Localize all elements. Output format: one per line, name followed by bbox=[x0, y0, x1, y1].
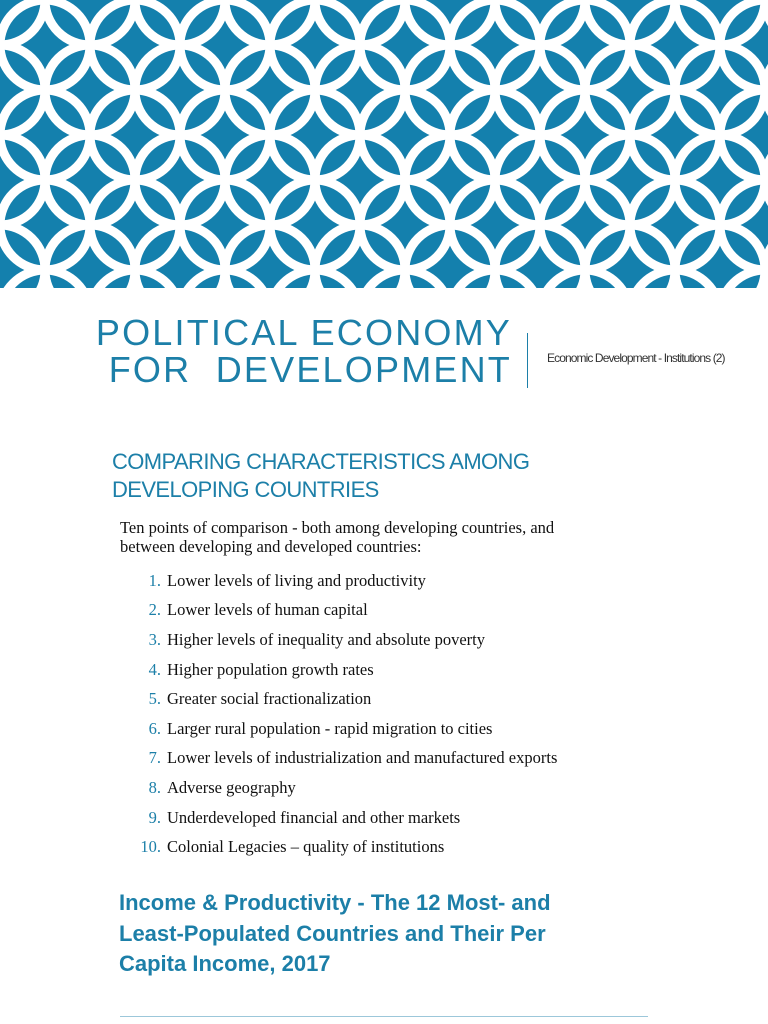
title-line-2: FOR DEVELOPMENT bbox=[108, 349, 512, 390]
list-item bbox=[120, 773, 640, 803]
list-item-text: Lower levels of industrialization and manufactured exports bbox=[167, 748, 558, 768]
list-item-number: 2. bbox=[148, 600, 161, 620]
list-item bbox=[120, 714, 640, 744]
interlocking-circles-pattern bbox=[0, 0, 768, 288]
list-item-number: 6. bbox=[148, 718, 161, 738]
table-top-rule bbox=[120, 1016, 648, 1017]
list-item bbox=[120, 655, 640, 685]
income-productivity-heading: Income & Productivity - The 12 Most- and Least-Populated Countries and Their Per Capita Income, 2017 bbox=[119, 890, 551, 976]
list-item-text: Greater social fractionalization bbox=[167, 689, 372, 709]
list-item-text: Larger rural population - rapid migration to cities bbox=[167, 718, 493, 738]
list-item-number: 9. bbox=[148, 807, 161, 827]
list-item-text: Colonial Legacies – quality of institutions bbox=[167, 837, 445, 857]
list-item bbox=[120, 803, 640, 833]
section-heading: COMPARING CHARACTERISTICS AMONG DEVELOPING COUNTRIES bbox=[112, 449, 530, 502]
list-item bbox=[120, 684, 640, 714]
list-item bbox=[120, 566, 640, 596]
title-divider bbox=[527, 333, 528, 388]
title-line-1: POLITICAL ECONOMY bbox=[95, 312, 512, 353]
list-item bbox=[120, 596, 640, 626]
list-item-text: Adverse geography bbox=[167, 777, 296, 797]
list-item-number: 5. bbox=[148, 689, 161, 709]
list-item-number: 4. bbox=[148, 659, 161, 679]
list-item-number: 8. bbox=[148, 777, 161, 797]
list-item-text: Higher population growth rates bbox=[167, 659, 374, 679]
presentation-subtitle: Economic Development - Institutions (2) bbox=[547, 351, 725, 365]
list-item-text: Lower levels of living and productivity bbox=[167, 570, 426, 590]
list-item bbox=[120, 832, 640, 862]
list-item bbox=[120, 744, 640, 774]
list-item-text: Lower levels of human capital bbox=[167, 600, 368, 620]
comparison-points-list bbox=[120, 566, 640, 862]
decorative-banner bbox=[0, 0, 768, 288]
list-item-number: 7. bbox=[148, 748, 161, 768]
list-item-number: 10. bbox=[140, 837, 161, 857]
list-item-text: Underdeveloped financial and other markets bbox=[167, 807, 461, 827]
intro-paragraph: Ten points of comparison - both among developing countries, and between developing and developed countries: bbox=[120, 518, 555, 556]
list-item-text: Higher levels of inequality and absolute poverty bbox=[167, 629, 485, 649]
list-item-number: 1. bbox=[148, 570, 161, 590]
list-item bbox=[120, 625, 640, 655]
presentation-title bbox=[60, 314, 512, 388]
list-item-number: 3. bbox=[148, 629, 161, 649]
